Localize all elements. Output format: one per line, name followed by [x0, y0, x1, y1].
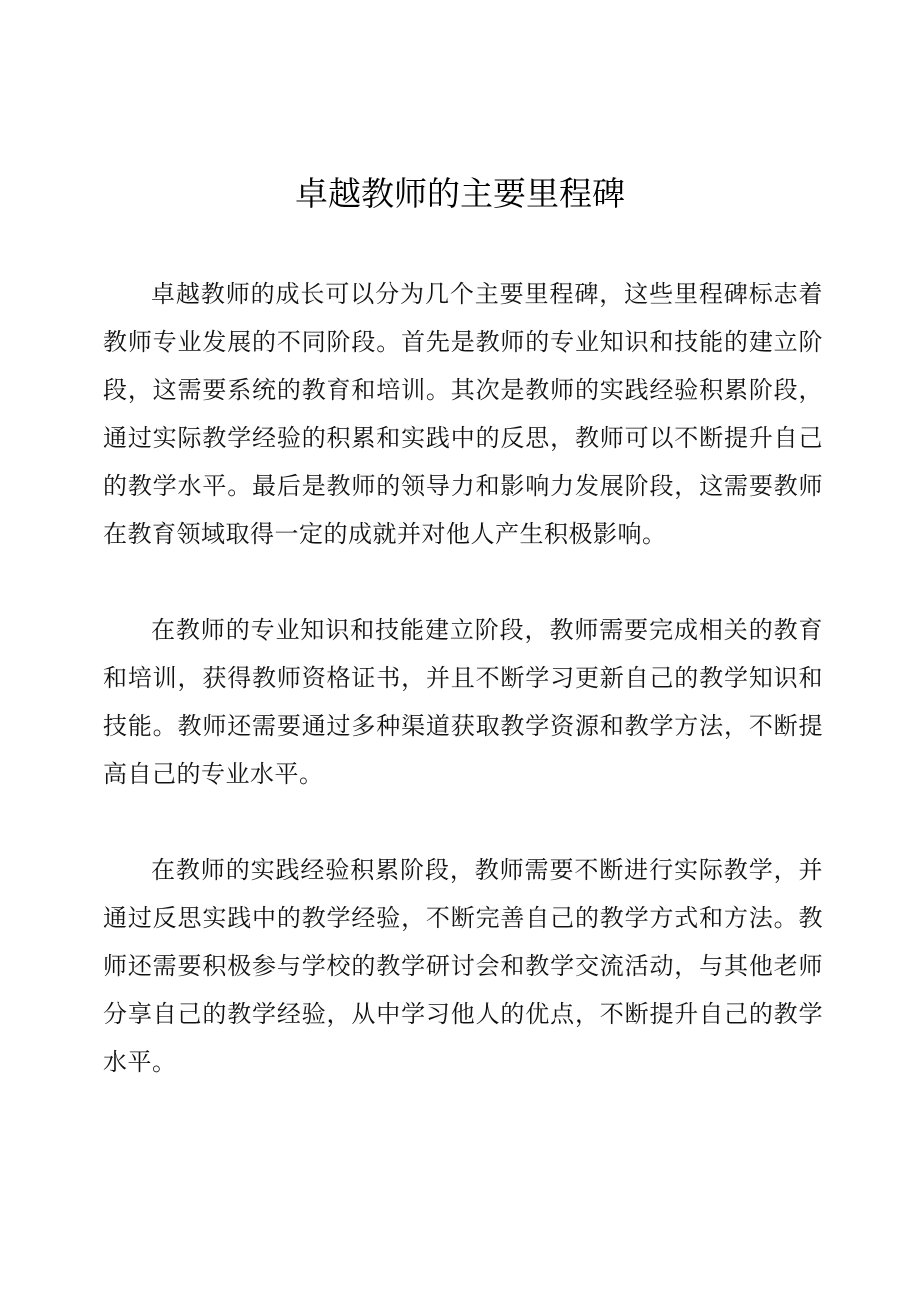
- paragraph-2: 在教师的专业知识和技能建立阶段，教师需要完成相关的教育和培训，获得教师资格证书，并且不断学习更新自己的教学知识和技能。教师还需要通过多种渠道获取教学资源和教学方法，不断提高自己的专业水平。: [103, 616, 823, 788]
- page-title: 卓越教师的主要里程碑: [295, 174, 625, 213]
- paragraph-3: 在教师的实践经验积累阶段，教师需要不断进行实际教学，并通过反思实践中的教学经验，不断完善自己的教学方式和方法。教师还需要积极参与学校的教学研讨会和教学交流活动，与其他老师分享自己的教学经验，从中学习他人的优点，不断提升自己的教学水平。: [103, 856, 823, 1076]
- document-body: [103, 270, 823, 1086]
- paragraph-1: 卓越教师的成长可以分为几个主要里程碑，这些里程碑标志着教师专业发展的不同阶段。首先是教师的专业知识和技能的建立阶段，这需要系统的教育和培训。其次是教师的实践经验积累阶段，通过实际教学经验的积累和实践中的反思，教师可以不断提升自己的教学水平。最后是教师的领导力和影响力发展阶段，这需要教师在教育领域取得一定的成就并对他人产生积极影响。: [103, 280, 823, 548]
